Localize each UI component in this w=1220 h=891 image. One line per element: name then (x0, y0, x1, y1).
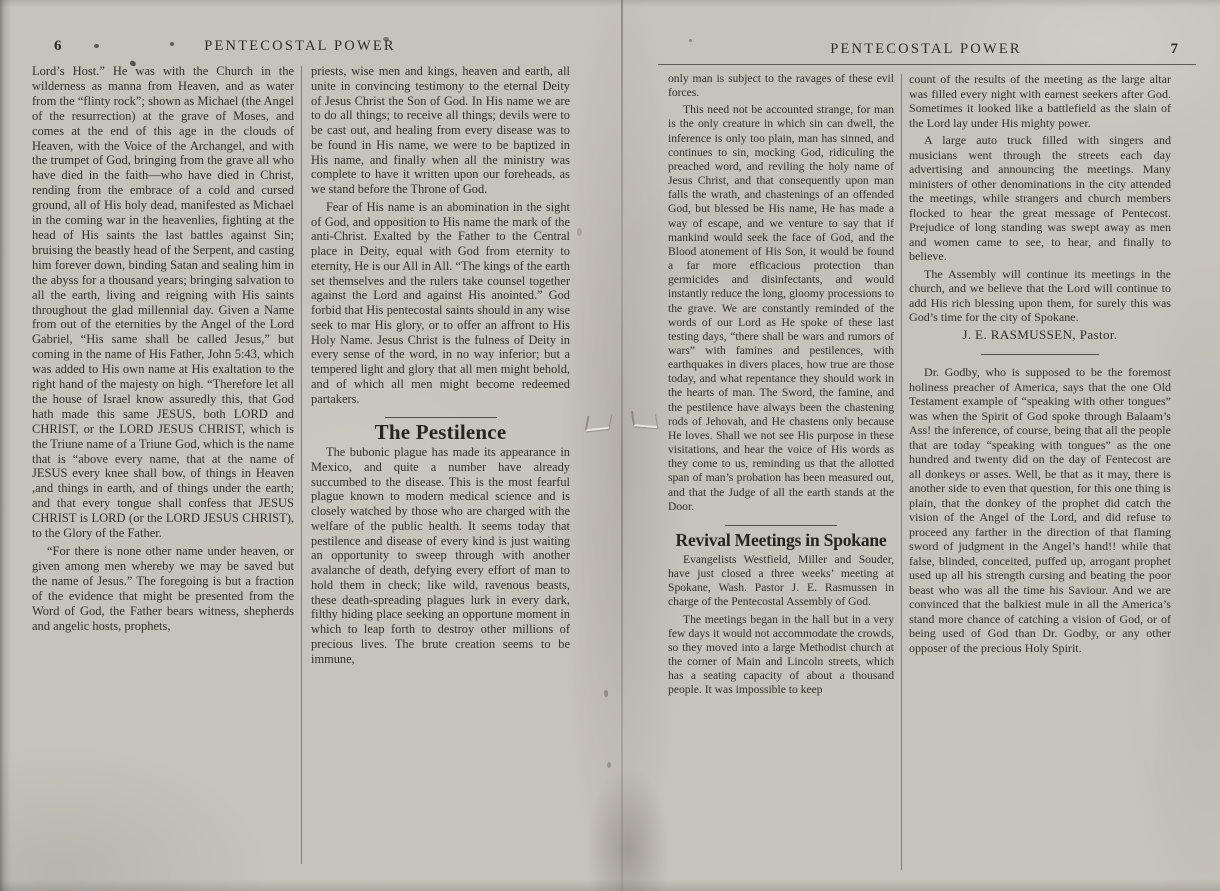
page-7 (620, 0, 1220, 891)
column-right-1 (668, 72, 894, 701)
body-paragraph: The meetings began in the hall but in a very few days it would not accommodate the crowds, so they moved into a large Methodist church at the corner of Main and Lincoln streets, which has a seating capacity of about a thousand people. It was impossible to keep (668, 612, 894, 697)
column-divider (301, 66, 302, 864)
body-paragraph: A large auto truck filled with singers and musicians went through the streets each day advertising and announcing the meetings. Many ministers of other denominations in the city attended the meetings, while strangers and church members flocked to hear the great message of Pentecost. Prejudice of long standing was swept away as men and women came to see, to hear, and finally to believe. (909, 133, 1171, 263)
body-paragraph: The Assembly will continue its meetings in the church, and we believe that the Lord will continue to add His rich blessing upon them, for surely this was God’s time for the city of Spokane. (909, 266, 1171, 324)
article-heading-revival: Revival Meetings in Spokane (675, 529, 887, 550)
pastor-signature: J. E. RASMUSSEN, Pastor. (962, 326, 1118, 342)
body-paragraph: The bubonic plague has made its appearance in Mexico, and quite a number have already succumbed to the disease. This is the most fearful plague known to modern medical science and is closely watched by those who are charged with the welfare of the public health. It seems today that pestilence and disease of every kind is just waiting an opportunity to sweep through with another avalanche of death, defying every effort of man to hold them in check; like wild, ravenous beasts, these death-spreading plagues lurk in every dark, filthy hiding place seeking an opportune moment in which to leap forth to destroy other millions of precious lives. The brute creation seems to be immune, (311, 445, 570, 666)
body-paragraph: priests, wise men and kings, heaven and earth, all unite in convincing testimony to the eternal Deity of Jesus Christ the Son of God. In His name we are to do all things; to receive all things; devils were to be cast out, and healing from every disease was to be found in His name, we were to be baptized in His name, and finally when all the ministry was complete to have it written upon our foreheads, as we stand before the Throne of God. (311, 64, 570, 196)
column-left-2 (311, 64, 570, 669)
body-paragraph: Lord’s Host.” He was with the Church in the wilderness as manna from Heaven, and as water from the “flinty rock”; shown as Michael (the Angel of the resurrection) at the grave of Moses, and comes at the end of this age in the clouds of Heaven, with the Voice of the Archangel, and with the trumpet of God, bringing from the grave all who have died in the faith—who have died in Christ, rending from the embrace of a cold and cursed ground, all of His holy dead, manifested as Michael in the coming war in the heavenlies, fighting at the head of His saints the last battles against Sin; bruising the beastly head of the Serpent, and casting him forever down, binding Satan and sealing him in the abyss for a thousand years; bringing salvation to all the earth, living and reigning with His saints throughout the glad millennial day. Given a Name from out of the eternities by the Angel of the Lord Gabriel, “His same shall be called Jesus,” but coming in the name of His Father, John 5:43, which was added to His own name at His exaltation to the right hand of the majesty on high. “Therefore let all the house of Israel know assuredly this, that God hath made this same JESUS, both LORD and CHRIST, or the LORD JESUS CHRIST, which is the Triune name of a Triune God, which is the name that is “above every name, that at the name of JESUS every knee shall bow, of things in Heaven ,and things in earth, and of things under the earth; and that every tongue shall confess that JESUS CHRIST is LORD (or the LORD JESUS CHRIST), to the Glory of the Father. (32, 64, 294, 541)
masthead: PENTECOSTAL POWER (204, 38, 396, 54)
column-divider (901, 74, 902, 870)
page-number: 6 (54, 38, 62, 54)
body-paragraph: Evangelists Westfield, Miller and Souder, have just closed a three weeks’ meeting at Spokane, Wash. Pastor J. E. Rasmussen in charge of the Pentecostal Assembly of God. (668, 553, 894, 609)
column-right-2 (909, 72, 1171, 658)
masthead: PENTECOSTAL POWER (830, 41, 1022, 57)
body-paragraph: Fear of His name is an abomination in the sight of God, and opposition to His name the mark of the anti-Christ. Exalted by the Father to the Central place in Deity, equal with God from eternity to eternity, He is our All in All. “The kings of the earth set themselves and the rulers take counsel together against the Lord and against His anointed.” God forbid that His pentecostal saints should in any wise seek to mar His glory, or to offer an affront to His Holy Name. Jesus Christ is the fulness of Deity in every sense of the word, in no way inferior; but a tempered light and glory that all men might behold, and of which all men might become redeemed partakers. (311, 199, 570, 406)
page-header-left (30, 37, 570, 55)
section-divider (981, 354, 1099, 355)
header-rule (658, 64, 1196, 65)
article-heading-pestilence: The Pestilence (374, 420, 507, 445)
column-left-1 (32, 64, 294, 636)
body-paragraph: only man is subject to the ravages of these evil forces. (668, 72, 894, 100)
page-header-right (660, 40, 1192, 58)
section-divider (725, 525, 837, 526)
body-paragraph: “For there is none other name under heaven, or given among men whereby we may be saved but the name of Jesus.” The foregoing is but a fraction of the evidence that might be presented from the Word of God, the Father bears witness, shepherds and angelic hosts, prophets, (32, 544, 294, 633)
body-paragraph: This need not be accounted strange, for man is the only creature in which sin can dwell, the inference is only too plain, man has sinned, and continues to sin, mocking God, ridiculing the preached word, and reviling the holy name of Jesus Christ, and that consequently upon man falls the wrath, and chastenings of an offended God, but blessed be His name, He has made a way of escape, and we venture to say that if mankind would seek the face of God, and the Blood atonement of His Son, it would be found a far more efficacious protection than germicides and disinfectants, and would instantly reduce the long, gloomy processions to the grave. We are constantly reminded of the words of our Lord as He spoke of these last testing days, “there shall be wars and rumors of wars” with famines and pestilences, with earthquakes in divers places, how true are those today, and what repentance they should work in the hearts of man. The Sword, the famine, and the pestilence have always been the chastening rods of Jehovah, and He chastens only because He loves. Shall we not see His purpose in these visitations, and hear the voice of His words as they come to us, reminding us that the allotted span of man’s probation has been measured out, and that the Judge of all the earth stands at the Door. (668, 103, 894, 513)
section-divider (385, 417, 497, 418)
page-number: 7 (1170, 41, 1178, 57)
body-paragraph: count of the results of the meeting as the large altar was filled every night with earnest seekers after God. Sometimes it looked like a battlefield as the slain of the Lord lay under His mighty power. (909, 72, 1171, 130)
body-paragraph: Dr. Godby, who is supposed to be the foremost holiness preacher of America, says that the one Old Testament example of “speaking with other tongues” was when the Spirit of God spoke through Balaam’s Ass! the inference, of course, being that all the people that are today “speaking with tongues” as the one hundred and twenty did on the day of Fentecost are all donkeys or asses. Well, be that as it may, there is another side to even that question, for this one thing is plain, that the donkey of the prophet did catch the vision of the Angel of the Lord, and did refuse to proceed any farther in the direction of that flaming sword of judgment in the Angel’s hand!! while that false, blinded, conceited, puffed up, arrogant prophet used up all his strength cursing and beating the poor beast who was all the time his Saviour. And we are convinced that the balkiest mule in all the America’s stand more chance of catching a vision of God, or of being used of God than Dr. Godby, or any other opposer of the precious Holy Spirit. (909, 365, 1171, 655)
